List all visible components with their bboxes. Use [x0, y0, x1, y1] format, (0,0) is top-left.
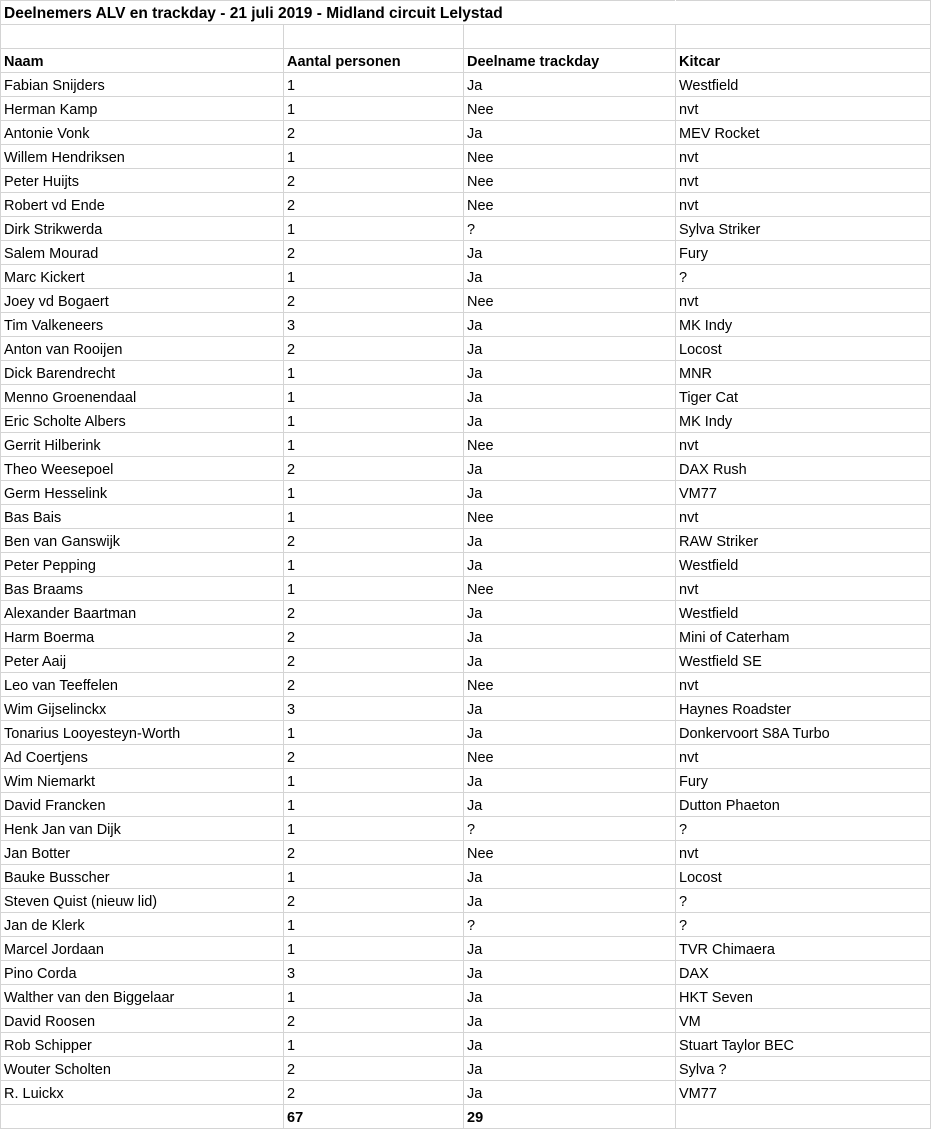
cell-naam[interactable]: Germ Hesselink [1, 481, 284, 505]
cell-aantal-personen[interactable]: 1 [284, 577, 464, 601]
cell-deelname-trackday[interactable]: Ja [464, 337, 676, 361]
cell-naam[interactable]: Joey vd Bogaert [1, 289, 284, 313]
header-aantal-personen[interactable]: Aantal personen [284, 49, 464, 73]
cell-naam[interactable]: Walther van den Biggelaar [1, 985, 284, 1009]
cell-deelname-trackday[interactable]: Ja [464, 313, 676, 337]
cell-kitcar[interactable]: ? [676, 817, 931, 841]
cell-aantal-personen[interactable]: 1 [284, 433, 464, 457]
cell-aantal-personen[interactable]: 1 [284, 769, 464, 793]
table-row [1, 1081, 931, 1105]
table-row [1, 961, 931, 985]
cell-kitcar[interactable]: nvt [676, 145, 931, 169]
cell-deelname-trackday[interactable]: Nee [464, 193, 676, 217]
cell-naam[interactable]: Jan Botter [1, 841, 284, 865]
table-row [1, 457, 931, 481]
cell-naam[interactable]: David Roosen [1, 1009, 284, 1033]
cell-aantal-personen[interactable]: 2 [284, 337, 464, 361]
cell-naam[interactable]: Fabian Snijders [1, 73, 284, 97]
cell-kitcar[interactable]: MEV Rocket [676, 121, 931, 145]
empty-cell[interactable] [1, 1105, 284, 1129]
table-row [1, 241, 931, 265]
cell-deelname-trackday[interactable]: Ja [464, 937, 676, 961]
table-row [1, 985, 931, 1009]
header-naam[interactable]: Naam [1, 49, 284, 73]
cell-naam[interactable]: Menno Groenendaal [1, 385, 284, 409]
cell-kitcar[interactable]: HKT Seven [676, 985, 931, 1009]
cell-aantal-personen[interactable]: 2 [284, 241, 464, 265]
cell-aantal-personen[interactable]: 2 [284, 625, 464, 649]
cell-naam[interactable]: Bauke Busscher [1, 865, 284, 889]
cell-deelname-trackday[interactable]: Ja [464, 625, 676, 649]
cell-aantal-personen[interactable]: 2 [284, 1057, 464, 1081]
cell-aantal-personen[interactable]: 1 [284, 937, 464, 961]
cell-naam[interactable]: Alexander Baartman [1, 601, 284, 625]
cell-kitcar[interactable]: nvt [676, 577, 931, 601]
cell-aantal-personen[interactable]: 1 [284, 985, 464, 1009]
table-row [1, 97, 931, 121]
cell-deelname-trackday[interactable]: Ja [464, 769, 676, 793]
cell-aantal-personen[interactable]: 2 [284, 745, 464, 769]
cell-deelname-trackday[interactable]: ? [464, 817, 676, 841]
cell-deelname-trackday[interactable]: Ja [464, 481, 676, 505]
cell-naam[interactable]: Steven Quist (nieuw lid) [1, 889, 284, 913]
table-row [1, 625, 931, 649]
table-row [1, 193, 931, 217]
table-row [1, 169, 931, 193]
cell-deelname-trackday[interactable]: Ja [464, 457, 676, 481]
cell-kitcar[interactable]: Westfield SE [676, 649, 931, 673]
cell-kitcar[interactable]: RAW Striker [676, 529, 931, 553]
cell-deelname-trackday[interactable]: Nee [464, 97, 676, 121]
table-row [1, 649, 931, 673]
cell-naam[interactable]: Antonie Vonk [1, 121, 284, 145]
cell-kitcar[interactable]: nvt [676, 289, 931, 313]
cell-naam[interactable]: Rob Schipper [1, 1033, 284, 1057]
cell-naam[interactable]: Peter Huijts [1, 169, 284, 193]
table-row [1, 529, 931, 553]
cell-naam[interactable]: Leo van Teeffelen [1, 673, 284, 697]
cell-kitcar[interactable]: Westfield [676, 553, 931, 577]
cell-naam[interactable]: Jan de Klerk [1, 913, 284, 937]
cell-naam[interactable]: Dirk Strikwerda [1, 217, 284, 241]
table-row [1, 217, 931, 241]
cell-deelname-trackday[interactable]: Ja [464, 1033, 676, 1057]
cell-naam[interactable]: Ben van Ganswijk [1, 529, 284, 553]
cell-deelname-trackday[interactable]: Ja [464, 1057, 676, 1081]
cell-deelname-trackday[interactable]: Ja [464, 265, 676, 289]
cell-kitcar[interactable]: nvt [676, 505, 931, 529]
empty-cell[interactable] [464, 25, 676, 49]
cell-aantal-personen[interactable]: 2 [284, 289, 464, 313]
cell-deelname-trackday[interactable]: Ja [464, 721, 676, 745]
empty-cell[interactable] [676, 25, 931, 49]
cell-aantal-personen[interactable]: 1 [284, 73, 464, 97]
empty-cell[interactable] [284, 25, 464, 49]
table-row [1, 553, 931, 577]
table-row [1, 841, 931, 865]
table-row [1, 721, 931, 745]
cell-kitcar[interactable]: MK Indy [676, 409, 931, 433]
cell-kitcar[interactable]: TVR Chimaera [676, 937, 931, 961]
table-row [1, 361, 931, 385]
cell-aantal-personen[interactable]: 1 [284, 817, 464, 841]
cell-naam[interactable]: Pino Corda [1, 961, 284, 985]
cell-naam[interactable]: Wouter Scholten [1, 1057, 284, 1081]
cell-aantal-personen[interactable]: 2 [284, 841, 464, 865]
cell-kitcar[interactable]: ? [676, 265, 931, 289]
cell-kitcar[interactable]: Locost [676, 865, 931, 889]
cell-deelname-trackday[interactable]: Ja [464, 793, 676, 817]
table-row [1, 673, 931, 697]
table-row [1, 337, 931, 361]
empty-cell[interactable] [676, 1105, 931, 1129]
cell-kitcar[interactable]: Fury [676, 241, 931, 265]
cell-kitcar[interactable]: VM [676, 1009, 931, 1033]
cell-deelname-trackday[interactable]: Ja [464, 361, 676, 385]
cell-naam[interactable]: Ad Coertjens [1, 745, 284, 769]
cell-naam[interactable]: Wim Gijselinckx [1, 697, 284, 721]
cell-aantal-personen[interactable]: 1 [284, 97, 464, 121]
cell-deelname-trackday[interactable]: Ja [464, 409, 676, 433]
cell-kitcar[interactable]: VM77 [676, 481, 931, 505]
cell-kitcar[interactable]: VM77 [676, 1081, 931, 1105]
table-row [1, 865, 931, 889]
cell-aantal-personen[interactable]: 2 [284, 1081, 464, 1105]
table-row [1, 889, 931, 913]
cell-aantal-personen[interactable]: 1 [284, 721, 464, 745]
cell-kitcar[interactable]: nvt [676, 745, 931, 769]
cell-aantal-personen[interactable]: 1 [284, 1033, 464, 1057]
cell-kitcar[interactable]: Fury [676, 769, 931, 793]
cell-naam[interactable]: Bas Bais [1, 505, 284, 529]
cell-deelname-trackday[interactable]: Nee [464, 169, 676, 193]
cell-aantal-personen[interactable]: 1 [284, 913, 464, 937]
cell-naam[interactable]: Anton van Rooijen [1, 337, 284, 361]
cell-kitcar[interactable]: Haynes Roadster [676, 697, 931, 721]
cell-deelname-trackday[interactable]: ? [464, 217, 676, 241]
empty-cell[interactable] [1, 25, 284, 49]
cell-kitcar[interactable]: Sylva ? [676, 1057, 931, 1081]
cell-aantal-personen[interactable]: 1 [284, 505, 464, 529]
table-row [1, 1033, 931, 1057]
cell-aantal-personen[interactable]: 2 [284, 169, 464, 193]
cell-kitcar[interactable]: Dutton Phaeton [676, 793, 931, 817]
cell-deelname-trackday[interactable]: Ja [464, 241, 676, 265]
header-deelname-trackday[interactable]: Deelname trackday [464, 49, 676, 73]
cell-deelname-trackday[interactable]: Ja [464, 889, 676, 913]
table-row [1, 73, 931, 97]
cell-deelname-trackday[interactable]: Nee [464, 145, 676, 169]
total-deelname-trackday[interactable]: 29 [464, 1105, 676, 1129]
cell-naam[interactable]: Peter Pepping [1, 553, 284, 577]
cell-aantal-personen[interactable]: 1 [284, 865, 464, 889]
total-aantal-personen[interactable]: 67 [284, 1105, 464, 1129]
totals-row [1, 1105, 931, 1129]
cell-aantal-personen[interactable]: 2 [284, 457, 464, 481]
cell-aantal-personen[interactable]: 2 [284, 673, 464, 697]
table-row [1, 385, 931, 409]
table-row [1, 793, 931, 817]
cell-deelname-trackday[interactable]: Ja [464, 697, 676, 721]
cell-kitcar[interactable]: Mini of Caterham [676, 625, 931, 649]
cell-aantal-personen[interactable]: 3 [284, 961, 464, 985]
cell-aantal-personen[interactable]: 1 [284, 361, 464, 385]
table-row [1, 1057, 931, 1081]
header-kitcar[interactable]: Kitcar [676, 49, 931, 73]
cell-naam[interactable]: Marc Kickert [1, 265, 284, 289]
cell-deelname-trackday[interactable]: ? [464, 913, 676, 937]
cell-deelname-trackday[interactable]: Nee [464, 577, 676, 601]
header-row [1, 49, 931, 73]
cell-naam[interactable]: Bas Braams [1, 577, 284, 601]
cell-naam[interactable]: Marcel Jordaan [1, 937, 284, 961]
table-row [1, 409, 931, 433]
blank-row [1, 25, 931, 49]
cell-aantal-personen[interactable]: 2 [284, 1009, 464, 1033]
cell-aantal-personen[interactable]: 1 [284, 217, 464, 241]
cell-naam[interactable]: Herman Kamp [1, 97, 284, 121]
table-row [1, 601, 931, 625]
cell-aantal-personen[interactable]: 3 [284, 313, 464, 337]
cell-aantal-personen[interactable]: 2 [284, 121, 464, 145]
cell-kitcar[interactable]: nvt [676, 193, 931, 217]
cell-deelname-trackday[interactable]: Nee [464, 745, 676, 769]
cell-kitcar[interactable]: Locost [676, 337, 931, 361]
cell-deelname-trackday[interactable]: Nee [464, 841, 676, 865]
table-row [1, 145, 931, 169]
empty-cell[interactable] [676, 1, 931, 25]
cell-kitcar[interactable]: ? [676, 889, 931, 913]
cell-naam[interactable]: R. Luickx [1, 1081, 284, 1105]
cell-deelname-trackday[interactable]: Ja [464, 865, 676, 889]
cell-deelname-trackday[interactable]: Ja [464, 121, 676, 145]
cell-kitcar[interactable]: nvt [676, 169, 931, 193]
table-row [1, 1009, 931, 1033]
cell-deelname-trackday[interactable]: Nee [464, 505, 676, 529]
table-row [1, 289, 931, 313]
cell-naam[interactable]: Wim Niemarkt [1, 769, 284, 793]
table-row [1, 265, 931, 289]
table-row [1, 817, 931, 841]
cell-deelname-trackday[interactable]: Ja [464, 553, 676, 577]
cell-kitcar[interactable]: Sylva Striker [676, 217, 931, 241]
table-row [1, 937, 931, 961]
cell-kitcar[interactable]: Tiger Cat [676, 385, 931, 409]
cell-kitcar[interactable]: nvt [676, 673, 931, 697]
cell-deelname-trackday[interactable]: Nee [464, 433, 676, 457]
table-row [1, 313, 931, 337]
cell-kitcar[interactable]: ? [676, 913, 931, 937]
cell-naam[interactable]: Eric Scholte Albers [1, 409, 284, 433]
table-row [1, 481, 931, 505]
cell-aantal-personen[interactable]: 1 [284, 793, 464, 817]
cell-aantal-personen[interactable]: 2 [284, 601, 464, 625]
cell-naam[interactable]: Salem Mourad [1, 241, 284, 265]
cell-aantal-personen[interactable]: 2 [284, 649, 464, 673]
cell-aantal-personen[interactable]: 2 [284, 889, 464, 913]
title-row [1, 1, 931, 25]
cell-naam[interactable]: Theo Weesepoel [1, 457, 284, 481]
cell-naam[interactable]: Willem Hendriksen [1, 145, 284, 169]
cell-aantal-personen[interactable]: 1 [284, 385, 464, 409]
table-row [1, 577, 931, 601]
cell-naam[interactable]: Peter Aaij [1, 649, 284, 673]
cell-kitcar[interactable]: nvt [676, 433, 931, 457]
table-row [1, 433, 931, 457]
cell-aantal-personen[interactable]: 1 [284, 265, 464, 289]
cell-aantal-personen[interactable]: 2 [284, 529, 464, 553]
cell-deelname-trackday[interactable]: Nee [464, 673, 676, 697]
cell-naam[interactable]: Robert vd Ende [1, 193, 284, 217]
table-row [1, 505, 931, 529]
cell-naam[interactable]: Tim Valkeneers [1, 313, 284, 337]
cell-kitcar[interactable]: MNR [676, 361, 931, 385]
cell-naam[interactable]: Harm Boerma [1, 625, 284, 649]
cell-deelname-trackday[interactable]: Ja [464, 385, 676, 409]
cell-naam[interactable]: Gerrit Hilberink [1, 433, 284, 457]
cell-kitcar[interactable]: Stuart Taylor BEC [676, 1033, 931, 1057]
cell-kitcar[interactable]: Westfield [676, 601, 931, 625]
cell-aantal-personen[interactable]: 3 [284, 697, 464, 721]
cell-kitcar[interactable]: DAX Rush [676, 457, 931, 481]
cell-kitcar[interactable]: nvt [676, 97, 931, 121]
cell-deelname-trackday[interactable]: Ja [464, 961, 676, 985]
cell-deelname-trackday[interactable]: Ja [464, 1009, 676, 1033]
cell-aantal-personen[interactable]: 1 [284, 481, 464, 505]
cell-kitcar[interactable]: Westfield [676, 73, 931, 97]
table-row [1, 913, 931, 937]
cell-deelname-trackday[interactable]: Ja [464, 601, 676, 625]
cell-deelname-trackday[interactable]: Ja [464, 73, 676, 97]
table-row [1, 745, 931, 769]
cell-naam[interactable]: David Francken [1, 793, 284, 817]
cell-deelname-trackday[interactable]: Ja [464, 985, 676, 1009]
cell-aantal-personen[interactable]: 2 [284, 193, 464, 217]
cell-kitcar[interactable]: Donkervoort S8A Turbo [676, 721, 931, 745]
table-row [1, 697, 931, 721]
cell-naam[interactable]: Henk Jan van Dijk [1, 817, 284, 841]
table-row [1, 121, 931, 145]
cell-deelname-trackday[interactable]: Ja [464, 649, 676, 673]
table-row [1, 769, 931, 793]
cell-aantal-personen[interactable]: 1 [284, 409, 464, 433]
cell-aantal-personen[interactable]: 1 [284, 553, 464, 577]
cell-kitcar[interactable]: nvt [676, 841, 931, 865]
cell-kitcar[interactable]: DAX [676, 961, 931, 985]
cell-deelname-trackday[interactable]: Nee [464, 289, 676, 313]
cell-deelname-trackday[interactable]: Ja [464, 1081, 676, 1105]
cell-naam[interactable]: Tonarius Looyesteyn-Worth [1, 721, 284, 745]
cell-aantal-personen[interactable]: 1 [284, 145, 464, 169]
cell-naam[interactable]: Dick Barendrecht [1, 361, 284, 385]
cell-deelname-trackday[interactable]: Ja [464, 529, 676, 553]
sheet-title[interactable]: Deelnemers ALV en trackday - 21 juli 2019 - Midland circuit Lelystad [1, 1, 676, 25]
cell-kitcar[interactable]: MK Indy [676, 313, 931, 337]
